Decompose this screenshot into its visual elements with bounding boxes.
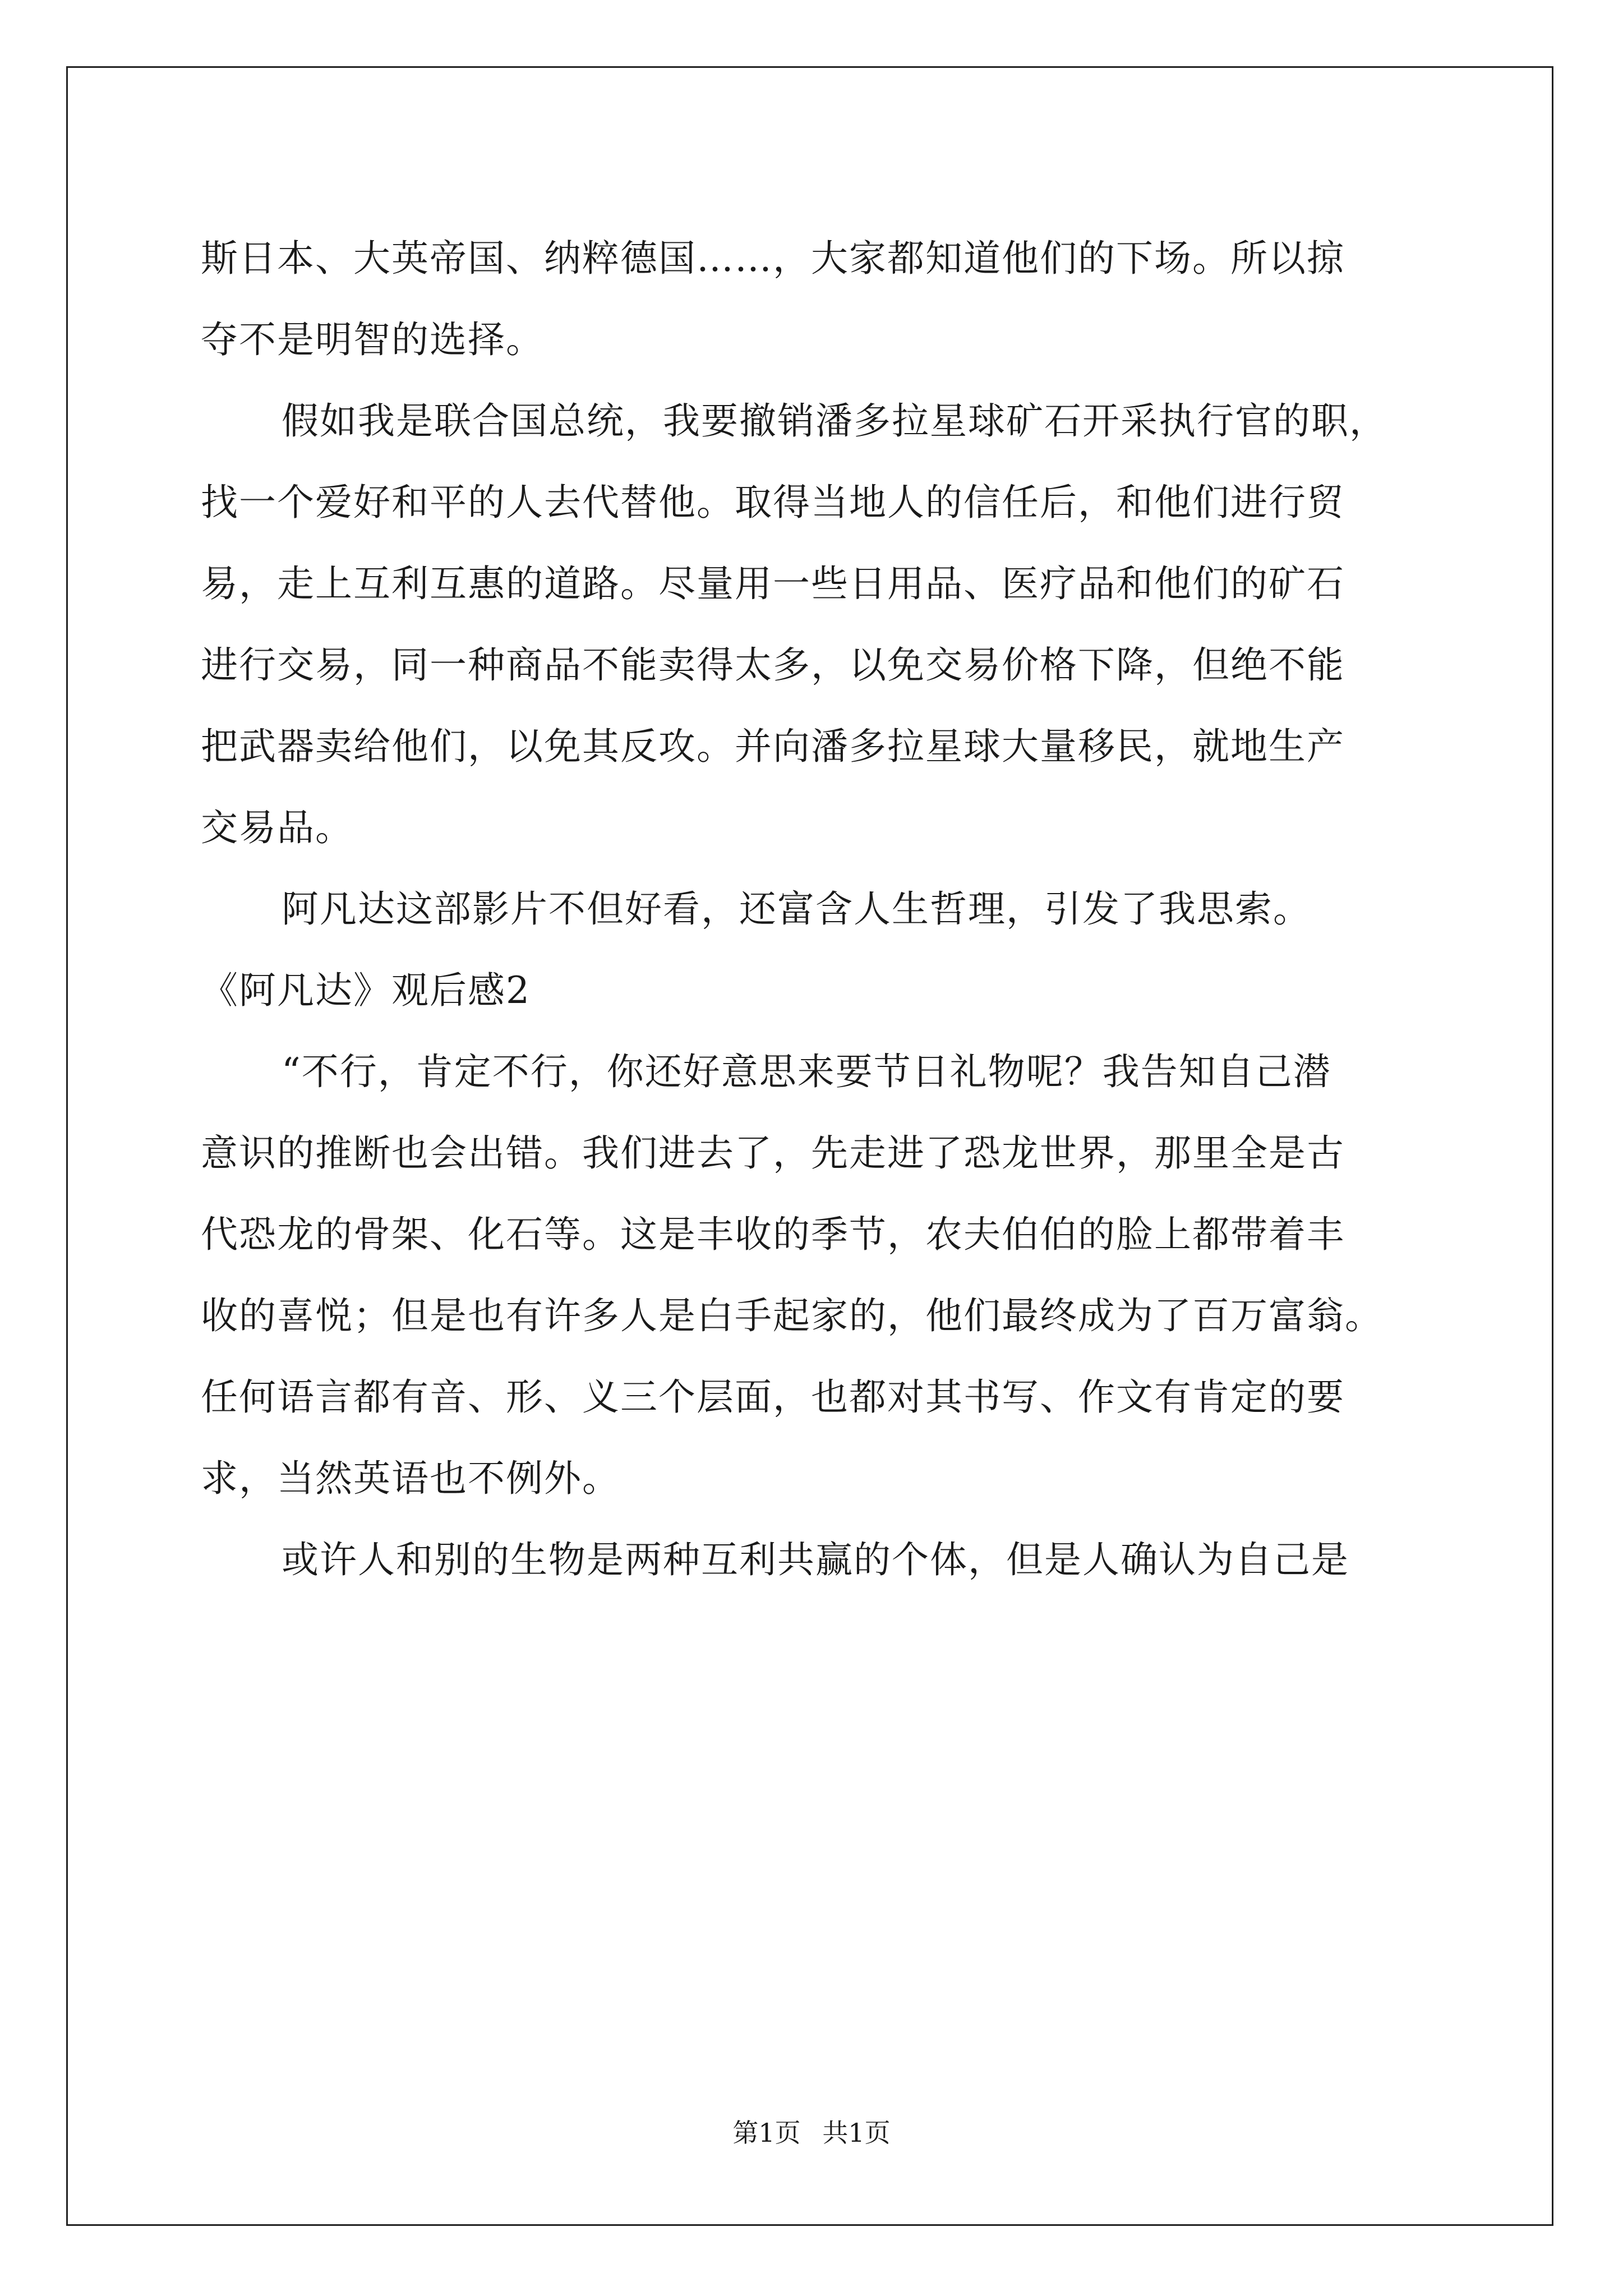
page-total: 共1页: [822, 2118, 891, 2148]
text-line: 找一个爱好和平的人去代替他。取得当地人的信任后，和他们进行贸: [201, 481, 1345, 524]
text-line: 收的喜悦；但是也有许多人是白手起家的，他们最终成为了百万富翁。: [201, 1294, 1383, 1337]
text-line: 意识的推断也会出错。我们进去了，先走进了恐龙世界，那里全是古: [201, 1131, 1345, 1175]
page-number: 第1页: [732, 2118, 801, 2148]
page-footer: [0, 2116, 1623, 2150]
text-line: 把武器卖给他们，以免其反攻。并向潘多拉星球大量移民，就地生产: [201, 725, 1345, 768]
section-heading: 《阿凡达》观后感2: [201, 969, 531, 1012]
text-line: 阿凡达这部影片不但好看，还富含人生哲理，引发了我思索。: [282, 887, 1311, 931]
text-line: 代恐龙的骨架、化石等。这是丰收的季节，农夫伯伯的脸上都带着丰: [201, 1213, 1345, 1256]
text-line: 任何语言都有音、形、义三个层面，也都对其书写、作文有肯定的要: [201, 1375, 1345, 1419]
text-line: “不行，肯定不行，你还好意思来要节日礼物呢？我告知自己潜: [282, 1050, 1331, 1093]
text-line: 交易品。: [201, 806, 353, 849]
text-line: 夺不是明智的选择。: [201, 318, 544, 361]
text-line: 假如我是联合国总统，我要撤销潘多拉星球矿石开采执行官的职，: [282, 399, 1387, 443]
text-line: 斯日本、大英帝国、纳粹德国……，大家都知道他们的下场。所以掠: [201, 237, 1345, 280]
text-line: 求，当然英语也不例外。: [201, 1457, 620, 1500]
text-line: 进行交易，同一种商品不能卖得太多，以免交易价格下降，但绝不能: [201, 643, 1345, 687]
text-line: 或许人和别的生物是两种互利共赢的个体，但是人确认为自己是: [282, 1538, 1349, 1581]
document-body: [201, 218, 1446, 1600]
text-line: 易，走上互利互惠的道路。尽量用一些日用品、医疗品和他们的矿石: [201, 562, 1345, 605]
